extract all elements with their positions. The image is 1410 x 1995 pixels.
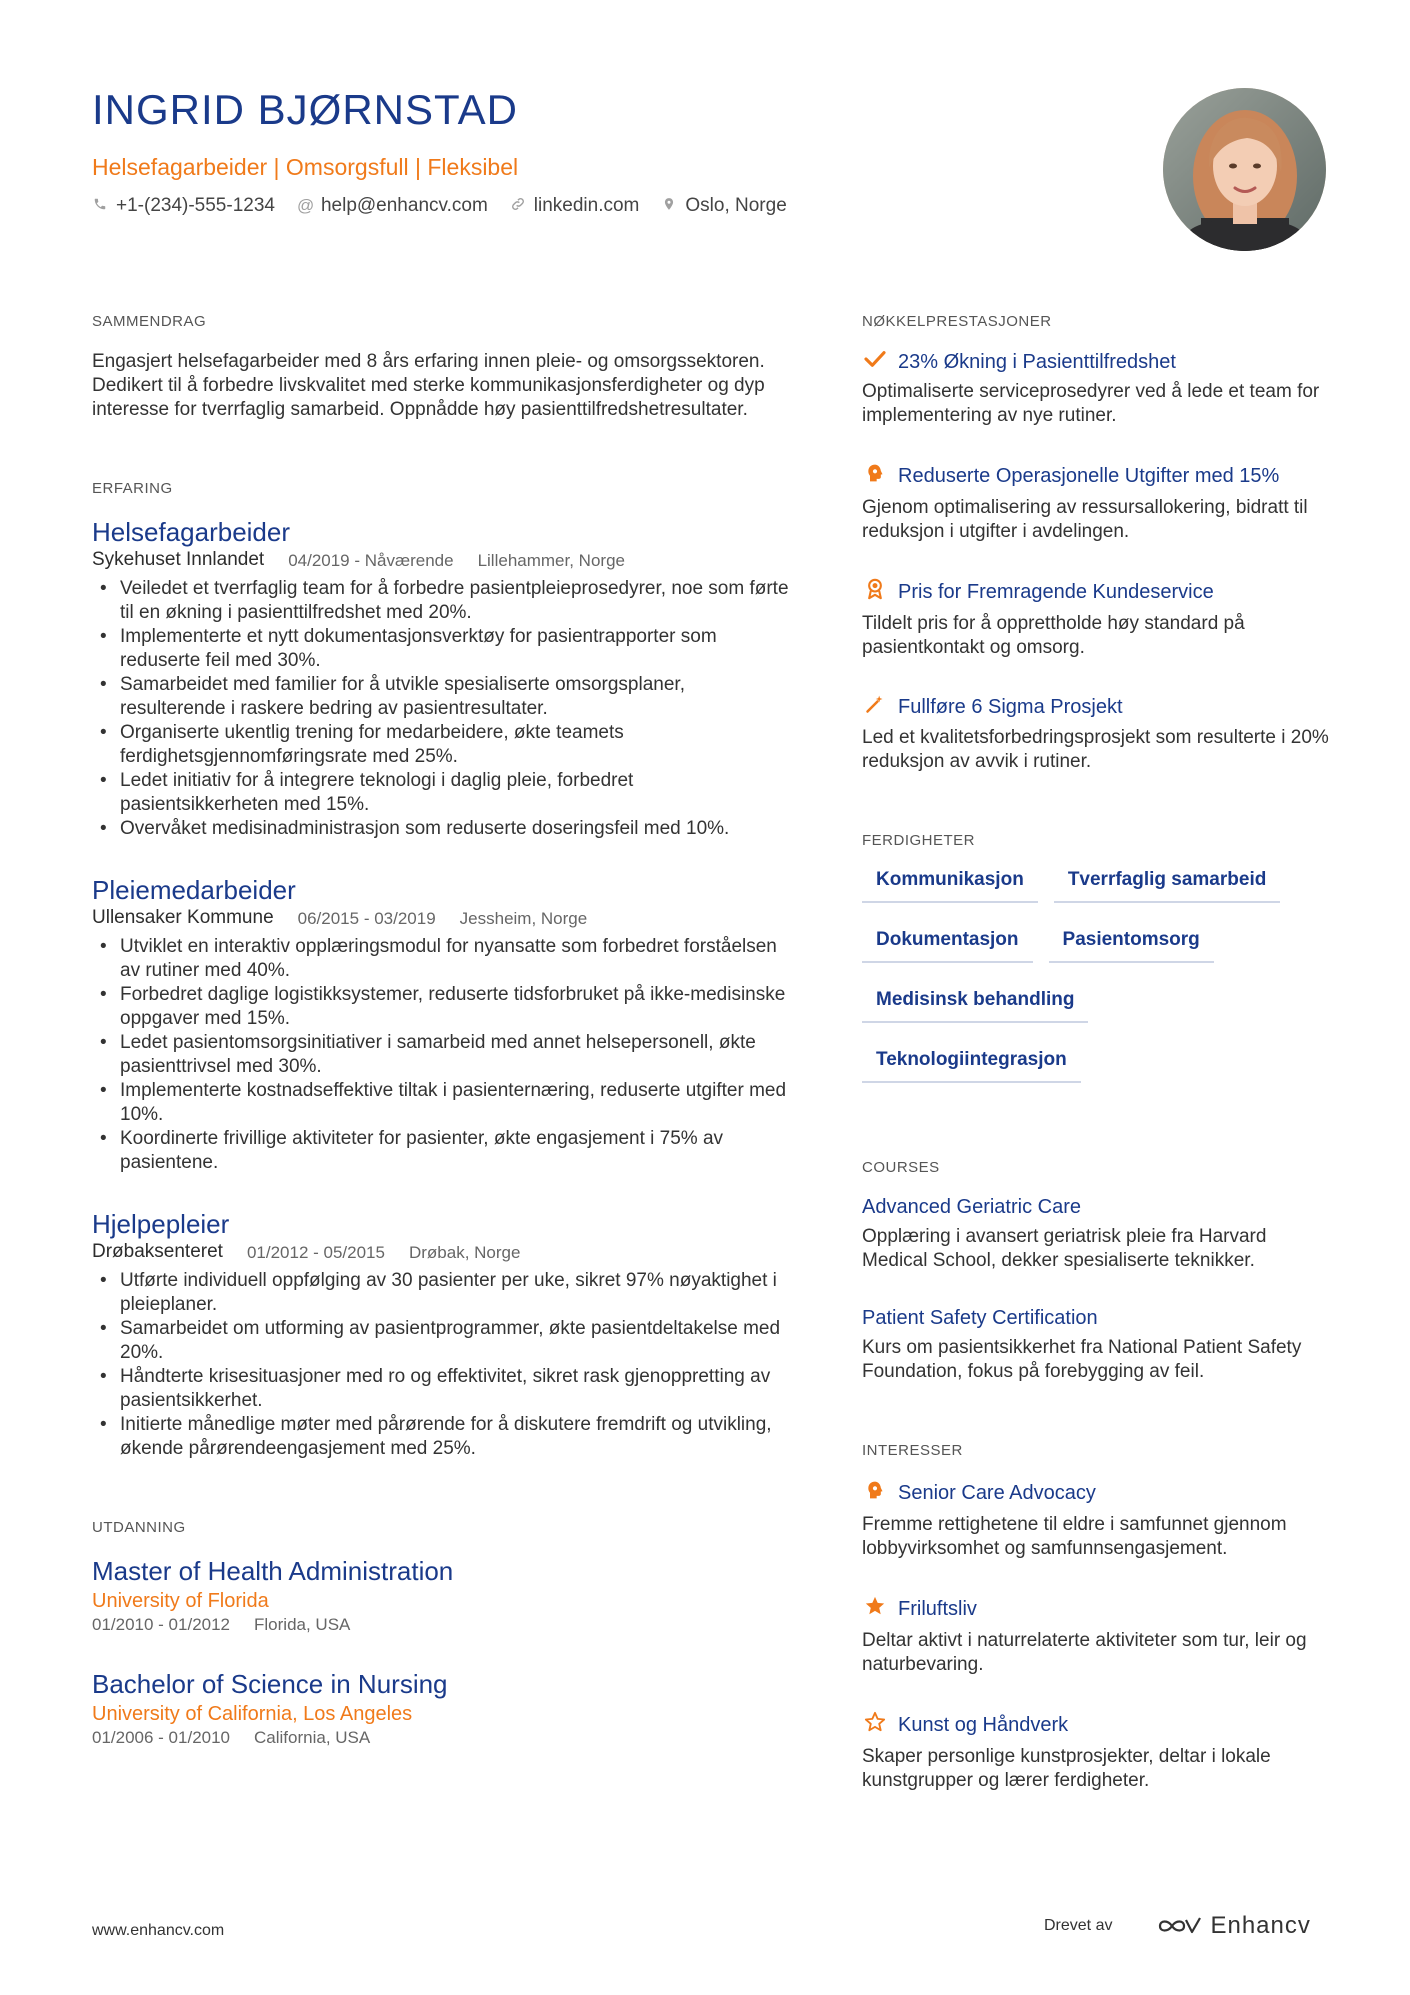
contact-location-text: Oslo, Norge xyxy=(685,195,787,216)
contact-linkedin-text: linkedin.com xyxy=(533,195,640,216)
experience-section xyxy=(92,480,792,1461)
job-date: 04/2019 - Nåværende xyxy=(288,551,454,570)
course-desc: Opplæring i avansert geriatrisk pleie fra Harvard Medical School, dekker spesialiserte teknikker. xyxy=(862,1226,1267,1271)
job-company: Drøbaksenteret xyxy=(92,1241,223,1262)
footer-branding[interactable] xyxy=(1044,1912,1311,1940)
education-date: 01/2006 - 01/2010 xyxy=(92,1728,231,1747)
job-entry xyxy=(92,1209,792,1461)
interest-title: Friluftsliv xyxy=(898,1597,977,1620)
enhancv-logo xyxy=(1156,1912,1310,1940)
education-section xyxy=(92,1519,792,1748)
job-title: Hjelpepleier xyxy=(92,1209,230,1239)
experience-title: ERFARING xyxy=(92,480,173,497)
head-icon xyxy=(862,1479,888,1507)
job-meta xyxy=(92,907,792,929)
contact-phone-text: +1-(234)-555-1234 xyxy=(116,195,275,216)
achievements-section xyxy=(862,313,1332,774)
job-date: 01/2012 - 05/2015 xyxy=(246,1243,385,1262)
job-entry xyxy=(92,875,792,1175)
achievement-desc: Tildelt pris for å opprettholde høy standard på pasientkontakt og omsorg. xyxy=(862,613,1245,658)
course-title: Advanced Geriatric Care xyxy=(862,1196,1081,1218)
interest-desc: Skaper personlige kunstprosjekter, deltar i lokale kunstgrupper og lærer ferdigheter. xyxy=(862,1746,1271,1791)
skill-tag: Tverrfaglig samarbeid xyxy=(1054,869,1281,903)
job-bullet: • Samarbeidet med familier for å utvikle spesialiserte omsorgsplaner, resulterende i raskere bedring av pasientresultater. xyxy=(92,673,792,721)
job-bullet: • Ledet pasientomsorgsinitiativer i samarbeid med annet helsepersonell, økte pasienttrivsel med 30%. xyxy=(92,1031,792,1079)
job-meta xyxy=(92,549,792,571)
course-title: Patient Safety Certification xyxy=(862,1307,1098,1329)
job-bullet: • Implementerte et nytt dokumentasjonsverktøy for pasientrapporter som reduserte feil med 30%. xyxy=(92,625,792,673)
interest-title: Kunst og Håndverk xyxy=(898,1713,1069,1736)
achievement-item xyxy=(862,350,1332,428)
courses-section xyxy=(862,1159,1332,1384)
interest-desc: Fremme rettighetene til eldre i samfunnet gjennom lobbyvirksomhet og samfunnsengasjement. xyxy=(862,1514,1287,1559)
education-entry xyxy=(92,1669,792,1748)
job-date: 06/2015 - 03/2019 xyxy=(297,909,436,928)
summary-section xyxy=(92,313,792,422)
course-item xyxy=(862,1196,1332,1273)
interest-title: Senior Care Advocacy xyxy=(898,1481,1096,1504)
education-school: University of Florida xyxy=(92,1590,269,1612)
education-entry xyxy=(92,1556,792,1635)
skills-section xyxy=(862,832,1332,1109)
job-entry xyxy=(92,517,792,841)
job-company: Ullensaker Kommune xyxy=(92,907,274,928)
candidate-name: INGRID BJØRNSTAD xyxy=(92,86,518,133)
contact-phone[interactable] xyxy=(92,195,275,217)
job-bullet: • Overvåket medisinadministrasjon som reduserte doseringsfeil med 10%. xyxy=(92,817,792,841)
job-title: Helsefagarbeider xyxy=(92,517,291,547)
job-bullet: • Håndterte krisesituasjoner med ro og effektivitet, sikret rask gjenoppretting av pasientsikkerhet. xyxy=(92,1365,792,1413)
achievement-item xyxy=(862,578,1332,660)
resume-header xyxy=(92,86,1132,217)
achievement-item xyxy=(862,462,1332,544)
job-title: Pleiemedarbeider xyxy=(92,875,296,905)
star-outline-icon xyxy=(862,1711,888,1739)
course-item xyxy=(862,1307,1332,1384)
contact-linkedin[interactable] xyxy=(510,195,640,217)
award-icon xyxy=(862,578,888,606)
footer-powered-by: Drevet av xyxy=(1044,1917,1113,1934)
achievement-title: Pris for Fremragende Kundeservice xyxy=(898,580,1214,603)
job-bullet: • Implementerte kostnadseffektive tiltak i pasienternæring, reduserte utgifter med 10%. xyxy=(92,1079,792,1127)
job-bullet: • Samarbeidet om utforming av pasientprogrammer, økte pasientdeltakelse med 20%. xyxy=(92,1317,792,1365)
contact-email-text: help@enhancv.com xyxy=(320,195,488,216)
achievement-title: Reduserte Operasjonelle Utgifter med 15% xyxy=(898,464,1280,487)
check-icon xyxy=(862,350,888,374)
education-degree: Master of Health Administration xyxy=(92,1556,454,1586)
education-degree: Bachelor of Science in Nursing xyxy=(92,1669,448,1699)
skill-tag: Dokumentasjon xyxy=(862,929,1033,963)
courses-title: COURSES xyxy=(862,1159,940,1176)
education-meta xyxy=(92,1615,792,1635)
interest-item xyxy=(862,1595,1332,1677)
job-location: Drøbak, Norge xyxy=(408,1243,521,1262)
education-location: Florida, USA xyxy=(254,1615,351,1634)
job-bullet: • Ledet initiativ for å integrere teknologi i daglig pleie, forbedret pasientsikkerheten med 15%. xyxy=(92,769,792,817)
interest-item xyxy=(862,1711,1332,1793)
footer-website[interactable]: www.enhancv.com xyxy=(92,1922,225,1939)
interest-item xyxy=(862,1479,1332,1561)
education-location: California, USA xyxy=(254,1728,371,1747)
job-bullet: • Utviklet en interaktiv opplæringsmodul for nyansatte som forbedret forståelsen av rutiner med 40%. xyxy=(92,935,792,983)
education-date: 01/2010 - 01/2012 xyxy=(92,1615,231,1634)
achievement-item xyxy=(862,694,1332,774)
contact-location xyxy=(661,195,786,217)
job-company: Sykehuset Innlandet xyxy=(92,549,265,570)
star-filled-icon xyxy=(862,1595,888,1623)
job-bullet: • Organiserte ukentlig trening for medarbeidere, økte teamets ferdighetsgjennomføringsrate med 25%. xyxy=(92,721,792,769)
magic-wand-icon xyxy=(862,694,888,720)
interest-desc: Deltar aktivt i naturrelaterte aktiviteter som tur, leir og naturbevaring. xyxy=(862,1630,1307,1675)
job-bullets xyxy=(92,935,792,1175)
education-meta xyxy=(92,1728,792,1748)
skill-tag: Pasientomsorg xyxy=(1049,929,1214,963)
right-column xyxy=(862,313,1332,1851)
skills-title: FERDIGHETER xyxy=(862,832,976,849)
education-school: University of California, Los Angeles xyxy=(92,1703,413,1725)
skill-tag: Medisinsk behandling xyxy=(862,989,1088,1023)
job-location: Lillehammer, Norge xyxy=(477,551,625,570)
job-bullet: • Forbedret daglige logistikksystemer, reduserte tidsforbruket på ikke-medisinske oppgaver med 15%. xyxy=(92,983,792,1031)
summary-text: Engasjert helsefagarbeider med 8 års erfaring innen pleie- og omsorgssektoren. Dedikert til å forbedre livskvalitet med sterke kommunikasjonsferdigheter og dyp interesse for tverrfaglig samarbeid. Oppnådde høy pasienttilfredshetresultater. xyxy=(92,351,765,420)
course-desc: Kurs om pasientsikkerhet fra National Patient Safety Foundation, fokus på forebygging av feil. xyxy=(862,1337,1302,1382)
job-bullet: • Utførte individuell oppfølging av 30 pasienter per uke, sikret 97% nøyaktighet i pleieplaner. xyxy=(92,1269,792,1317)
skill-tag: Teknologiintegrasjon xyxy=(862,1049,1081,1083)
head-icon xyxy=(862,462,888,490)
brand-name: Enhancv xyxy=(1210,1912,1311,1939)
achievement-title: Fullføre 6 Sigma Prosjekt xyxy=(898,695,1123,718)
job-location: Jessheim, Norge xyxy=(459,909,588,928)
at-icon: @ xyxy=(296,196,315,215)
skill-tag: Kommunikasjon xyxy=(862,869,1038,903)
job-bullet: • Initierte månedlige møter med pårørende for å diskutere fremdrift og utvikling, økende pårørendeengasjement med 25%. xyxy=(92,1413,792,1461)
achievement-desc: Optimaliserte serviceprosedyrer ved å lede et team for implementering av nye rutiner. xyxy=(862,381,1320,426)
phone-icon xyxy=(92,196,108,216)
location-pin-icon xyxy=(661,196,677,217)
achievement-title: 23% Økning i Pasienttilfredshet xyxy=(898,350,1176,373)
profile-photo xyxy=(1163,88,1326,251)
achievement-desc: Gjenom optimalisering av ressursallokering, bidratt til reduksjon i utgifter i avdelingen. xyxy=(862,497,1308,542)
job-bullets xyxy=(92,577,792,841)
job-bullet: • Koordinerte frivillige aktiviteter for pasienter, økte engasjement i 75% av pasientene. xyxy=(92,1127,792,1175)
job-bullets xyxy=(92,1269,792,1461)
achievement-desc: Led et kvalitetsforbedringsprosjekt som resulterte i 20% reduksjon av avvik i rutiner. xyxy=(862,727,1329,772)
contact-email[interactable] xyxy=(297,195,488,217)
left-column xyxy=(92,313,792,1806)
achievements-title: NØKKELPRESTASJONER xyxy=(862,313,1052,330)
interests-section xyxy=(862,1442,1332,1793)
summary-title: SAMMENDRAG xyxy=(92,313,207,330)
education-title: UTDANNING xyxy=(92,1519,186,1536)
contact-row xyxy=(92,195,1132,217)
skills-list xyxy=(862,869,1332,1109)
job-bullet: • Veiledet et tverrfaglig team for å forbedre pasientpleieprosedyrer, noe som førte til en økning i pasienttilfredshet med 20%. xyxy=(92,577,792,625)
link-icon xyxy=(510,196,526,217)
job-meta xyxy=(92,1241,792,1263)
candidate-tagline: Helsefagarbeider | Omsorgsfull | Fleksibel xyxy=(92,154,519,180)
interests-title: INTERESSER xyxy=(862,1442,963,1459)
